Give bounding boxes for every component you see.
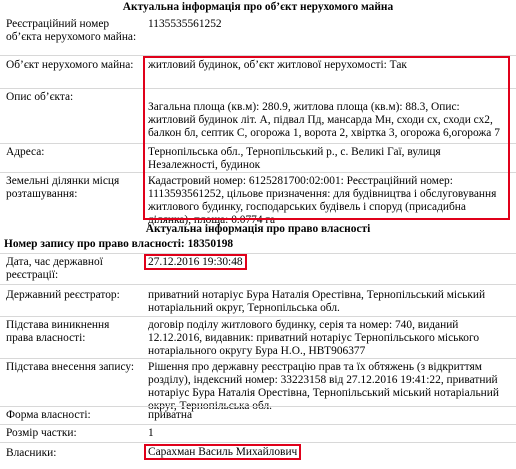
- owners-row: [0, 442, 516, 467]
- object-type-row: [0, 55, 516, 86]
- land-plots-row: [0, 172, 516, 226]
- registration-date-row: [0, 253, 516, 281]
- registrar-value: приватний нотаріус Бура Наталія Орестівна, Тернопільський міський нотаріальний округ, Тернопільська обл.: [148, 289, 486, 314]
- object-section-title: Актуальна інформація про об’єкт нерухомого майна: [122, 1, 394, 13]
- ownership-basis-row: [0, 316, 516, 359]
- owners-label: Власники:: [6, 447, 57, 459]
- share-size-row: [0, 424, 516, 443]
- registration-date-highlight: 27.12.2016 19:30:48: [144, 254, 247, 270]
- rights-section-title: Актуальна інформація про право власності: [145, 223, 371, 235]
- owners-highlight: Сарахман Василь Михайлович: [144, 444, 301, 460]
- object-type-label: Об’єкт нерухомого майна:: [6, 59, 134, 71]
- share-size-label: Розмір частки:: [6, 427, 77, 439]
- object-description-row: [0, 88, 516, 143]
- object-type-value: житловий будинок, об’єкт житлової нерухомості: Так: [148, 59, 407, 71]
- ownership-form-label: Форма власності:: [6, 409, 91, 421]
- object-description-label: Опис об’єкта:: [6, 91, 74, 103]
- reg-number-row: [0, 16, 516, 52]
- ownership-form-value: приватна: [148, 409, 193, 421]
- ownership-basis-value: договір поділу житлового будинку, серія та номер: 740, виданий 12.12.2016, видавник: приватний нотаріус Тернопільського міського нотаріального округу Бура Н.О., НВТ906377: [148, 319, 480, 357]
- object-description-value: Загальна площа (кв.м): 280.9, житлова площа (кв.м): 88.3, Опис: житловий будинок літ. А, підвал Пд, мансарда Мн, сходи сх, сходи сх2, балкон бл, септик С, огорожа 1, ворота 2, хвіртка 3, огорожа 6,огорожа 7: [148, 101, 500, 139]
- reg-number-label: Реєстраційний номер об’єкта нерухомого майна:: [6, 18, 137, 43]
- registration-date-value: [148, 256, 510, 269]
- record-number-value: 18350198: [187, 238, 234, 250]
- registrar-label: Державний реєстратор:: [6, 289, 120, 301]
- registrar-row: [0, 284, 516, 315]
- ownership-basis-label: Підстава виникнення права власності:: [6, 319, 110, 344]
- address-row: [0, 143, 516, 171]
- ownership-form-row: [0, 406, 516, 425]
- address-value: Тернопільська обл., Тернопільський р., с. Великі Гаї, вулиця Незалежності, будинок: [148, 146, 441, 171]
- reg-number-value: 1135535561252: [148, 18, 222, 30]
- entry-basis-value: Рішення про державну реєстрацію прав та їх обтяжень (з відкриттям розділу), індексний номер: 33223158 від 27.12.2016 19:41:22, приватний нотаріус Бура Наталія Орестівна, Тернопільський міський нотаріальний округ, Тернопільська обл.: [148, 361, 499, 412]
- owners-value: [148, 446, 510, 459]
- land-plots-label: Земельні ділянки місця розташування:: [6, 175, 120, 200]
- share-size-value: 1: [148, 427, 154, 439]
- record-number-label: Номер запису про право власності:: [4, 238, 185, 250]
- entry-basis-label: Підстава внесення запису:: [6, 361, 135, 373]
- record-number-heading: [4, 238, 233, 251]
- registration-date-label: Дата, час державної реєстрації:: [6, 256, 103, 281]
- address-label: Адреса:: [6, 146, 45, 158]
- land-plots-value: Кадастровий номер: 6125281700:02:001: Реєстраційний номер: 1113593561252, цільове призначення: для будівництва і обслуговування житлового будинку, господарських будівель і споруд (присадибна ділянка), площа: 0.0774 га: [148, 175, 497, 226]
